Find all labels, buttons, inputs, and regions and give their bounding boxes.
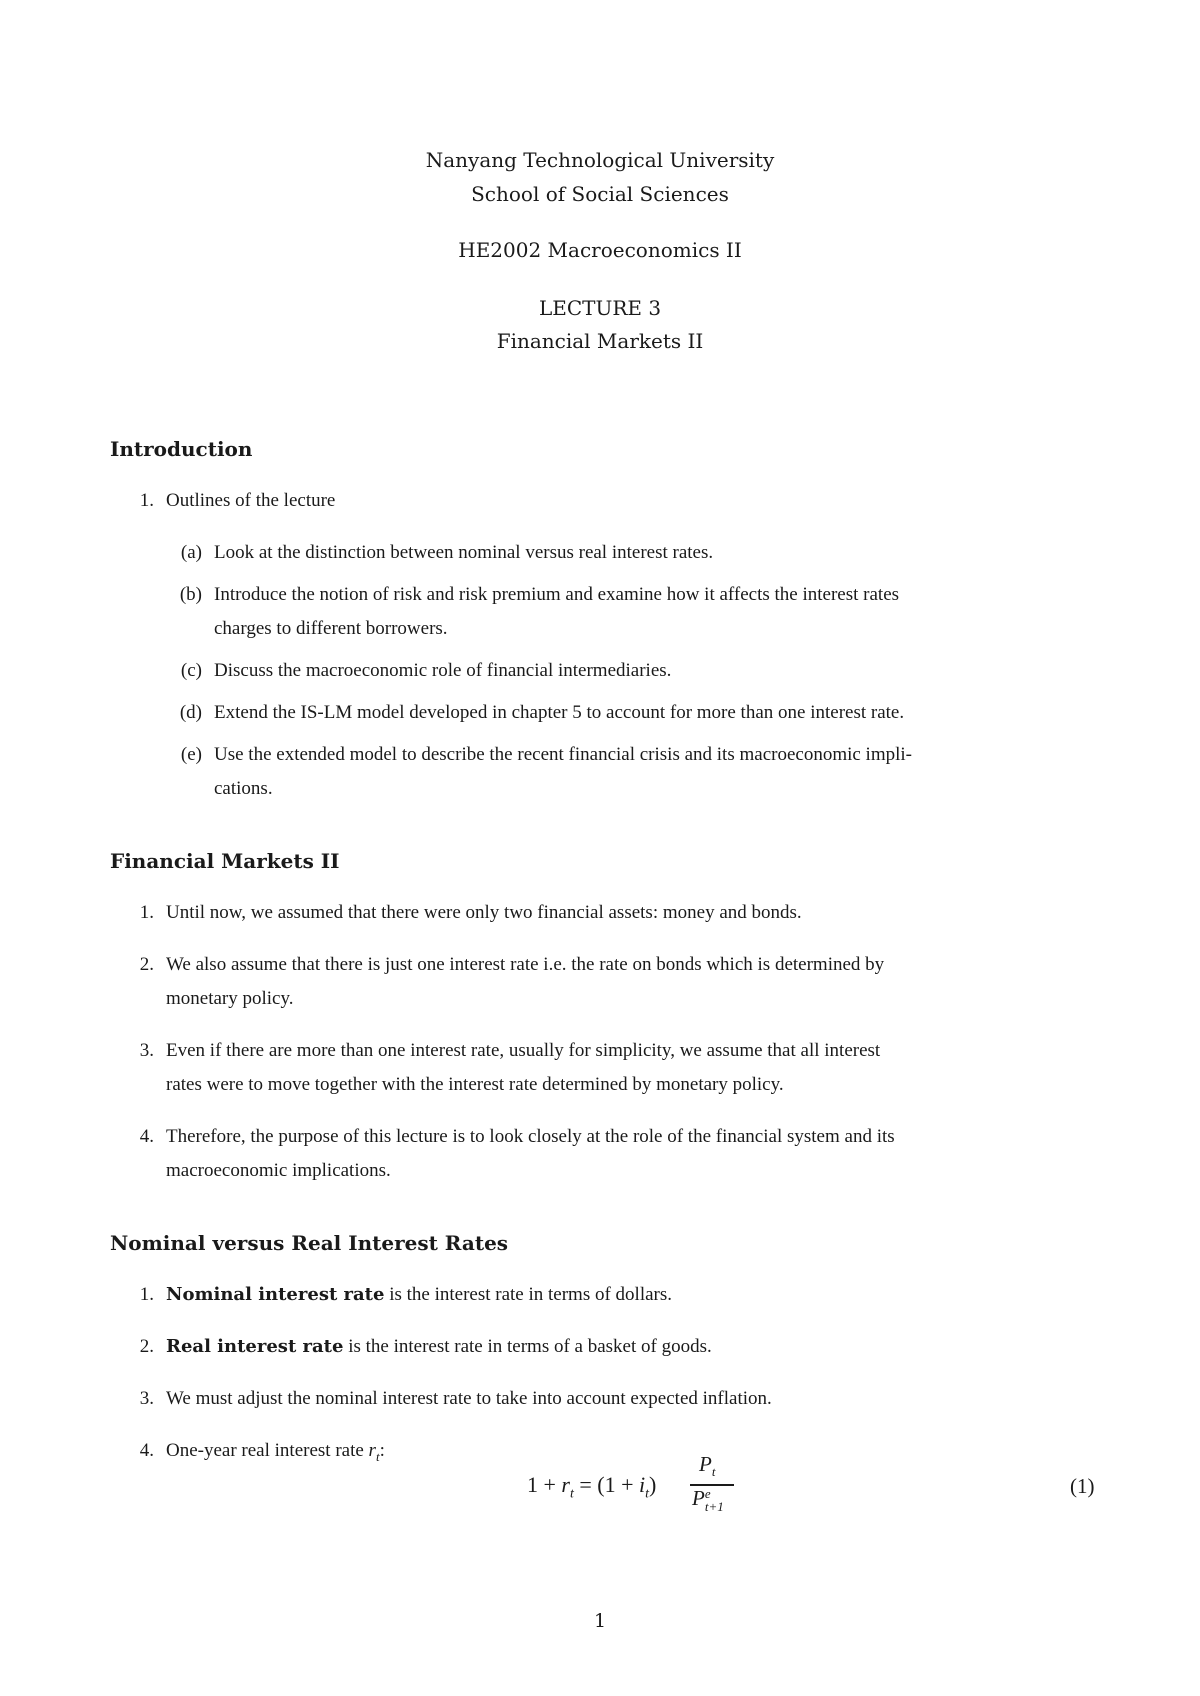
list-item-text: We also assume that there is just one interest rate i.e. the rate on bonds which is determined by [166,954,885,975]
list-number: 1. [139,902,154,923]
sub-item-label: (c) [180,660,202,681]
equation-lhs [527,1472,656,1502]
list-number: 3. [139,1388,154,1409]
sub-item-text: Discuss the macroeconomic role of financial intermediaries. [214,660,672,681]
eq-equals: = (1 + [573,1472,640,1497]
list-item-text: macroeconomic implications. [166,1160,391,1181]
sub-item-text: Extend the IS-LM model developed in chapter 5 to account for more than one interest rate. [214,702,905,723]
list-item-text: Even if there are more than one interest rate, usually for simplicity, we assume that all interest [166,1040,881,1061]
list-number: 3. [139,1040,154,1061]
page-number: 1 [593,1610,607,1632]
list-number: 1. [139,1284,154,1305]
list-number: 4. [139,1440,154,1461]
eq-var-r: r [561,1472,570,1497]
equation-number: (1) [1070,1474,1095,1498]
sub-item-text: cations. [214,778,273,799]
list-item-text [166,1336,712,1358]
lecture-title: Financial Markets II [496,329,704,353]
list-item-text: Until now, we assumed that there were only two financial assets: money and bonds. [166,902,802,923]
list-item-text: We must adjust the nominal interest rate to take into account expected inflation. [166,1388,772,1409]
list-item-text: monetary policy. [166,988,294,1009]
sub-item-text: Look at the distinction between nominal versus real interest rates. [214,542,714,563]
school-name: School of Social Sciences [471,182,729,206]
list-number: 2. [139,1336,154,1357]
fraction-numerator [699,1452,715,1480]
list-number: 1. [139,490,154,511]
sub-item-text: Use the extended model to describe the recent financial crisis and its macroeconomic impli- [214,744,912,765]
eq-var-p: P [692,1486,705,1510]
list-item-rest: is the interest rate in terms of dollars. [384,1284,673,1305]
list-item-text: rates were to move together with the interest rate determined by monetary policy. [166,1074,784,1095]
term-real-interest-rate: Real interest rate [166,1336,344,1357]
sub-item-label: (a) [180,542,202,563]
list-item-text: Therefore, the purpose of this lecture is to look closely at the role of the financial system and its [166,1126,895,1147]
sub-item-label: (b) [179,584,202,605]
fraction-denominator [692,1486,724,1513]
math-var-r: r [368,1440,376,1461]
term-nominal-interest-rate: Nominal interest rate [166,1284,385,1305]
eq-sup-e: e [704,1486,711,1502]
eq-close-paren: ) [649,1472,657,1497]
list-number: 2. [139,954,154,975]
eq-sub-t-plus-1: t+1 [704,1499,724,1515]
university-name: Nanyang Technological University [425,148,775,172]
section-heading-nominal-real: Nominal versus Real Interest Rates [110,1231,509,1255]
list-number: 4. [139,1126,154,1147]
course-title: HE2002 Macroeconomics II [458,238,742,262]
eq-sub-t: t [645,1486,650,1502]
list-item-rest: is the interest rate in terms of a basket of goods. [343,1336,712,1357]
eq-var-i: i [639,1472,646,1497]
eq-one-plus: 1 + [527,1472,562,1497]
list-item-lead: One-year real interest rate [166,1440,369,1461]
sub-item-label: (d) [179,702,202,723]
list-item-text [166,1284,672,1306]
eq-var-p: P [699,1452,712,1476]
list-item-text: Outlines of the lecture [166,490,336,511]
eq-sub-t: t [711,1464,716,1480]
eq-sub-t: t [569,1486,574,1502]
list-item-text [166,1440,385,1465]
sub-item-label: (e) [180,744,202,765]
math-sub-t: t [375,1448,380,1464]
lecture-number: LECTURE 3 [538,296,662,320]
section-heading-introduction: Introduction [110,437,253,461]
colon: : [379,1440,385,1461]
section-heading-financial-markets: Financial Markets II [110,849,340,873]
sub-item-text: charges to different borrowers. [214,618,448,639]
sub-item-text: Introduce the notion of risk and risk premium and examine how it affects the interest rates [214,584,900,605]
